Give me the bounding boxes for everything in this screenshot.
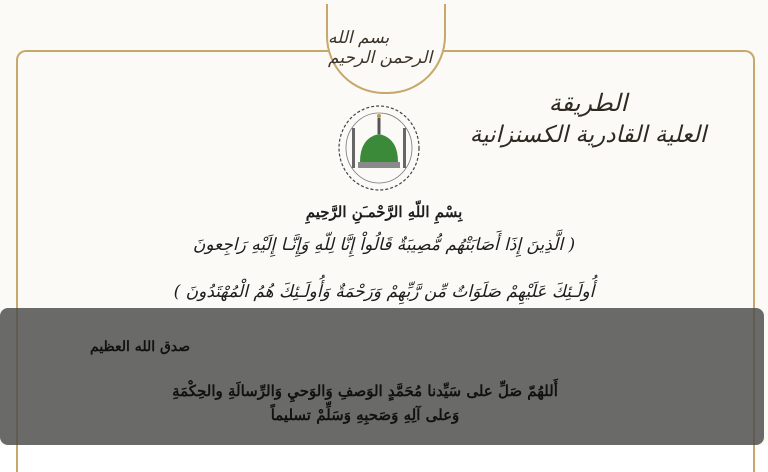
- mosque-dome-emblem-icon: [334, 100, 424, 192]
- order-title-line2: العلية القادرية الكسنزانية: [469, 122, 707, 148]
- quran-verse-line1: ( الَّذِينَ إِذَا أَصَابَتْهُم مُّصِيبَةٌ قَالُواْ إِنَّا لِلّهِ وَإِنَّـا إِلَيْهِ رَاجِعونَ: [192, 235, 576, 255]
- prayer-line2: وَعلى آلِهِ وَصَحبِهِ وَسَلِّمْ تسليماً: [270, 406, 460, 424]
- quran-verse-line2: أُولَـئِكَ عَلَيْهِمْ صَلَوَاتٌ مِّن رَّبِّهِمْ وَرَحْمَةٌ وَأُولَـئِكَ هُمُ الْمُهْتَدُونَ ): [173, 282, 595, 302]
- medallion-text: بسم الله الرحمن الرحيم: [328, 28, 433, 68]
- closing-phrase: صدق الله العظيم: [90, 339, 191, 355]
- prayer-line1: أَللهُمّ صَلِّ على سَيِّدنا مُحَمَّدٍ الوَصفِ وَالوَحيِ وَالرِّسالَةِ والحِكْمَةِ: [172, 382, 558, 400]
- order-title-calligraphy: [458, 88, 718, 152]
- basmala-heading: بِسْمِ اللّهِ الرَّحْمـَنِ الرَّحِيمِ: [305, 203, 463, 221]
- gray-overlay-panel: [0, 308, 764, 445]
- order-title-line1: الطريقة: [548, 89, 628, 117]
